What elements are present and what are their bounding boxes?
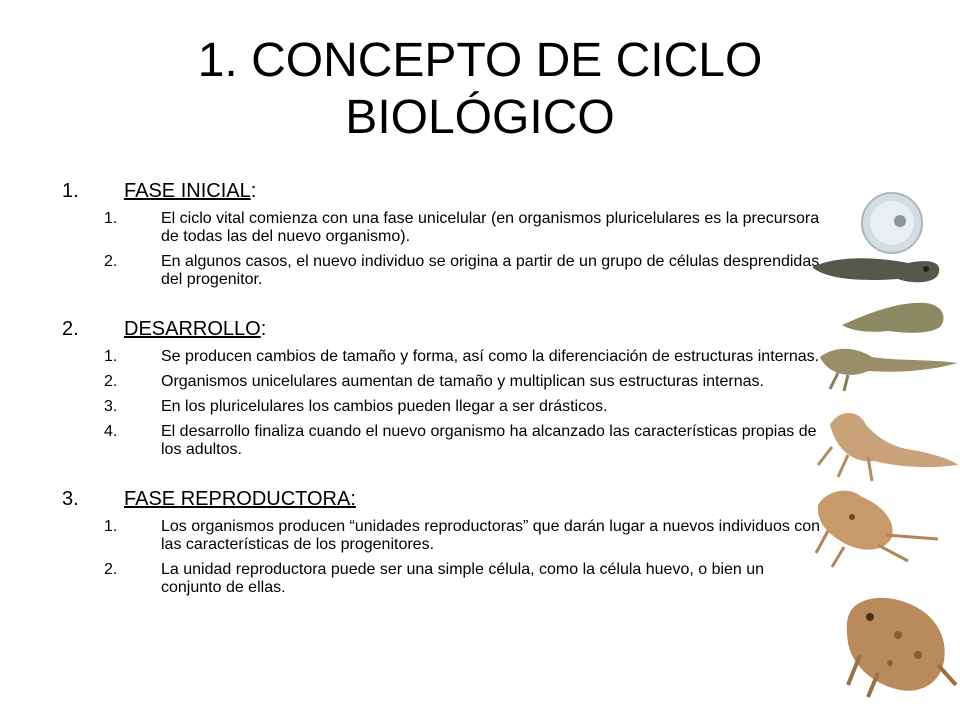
tadpole-icon — [842, 303, 944, 333]
section-fase-inicial — [62, 178, 822, 289]
section-heading-suffix: : — [250, 180, 257, 202]
list-item — [62, 373, 822, 391]
content-list — [62, 178, 822, 604]
slide-title-line-1: 1. CONCEPTO DE CICLO — [197, 34, 763, 87]
section-heading-text: DESARROLLO — [124, 318, 261, 340]
item-text: La unidad reproductora puede ser una simple célula, como la célula huevo, o bien un conjunto de ellas. — [161, 561, 765, 596]
list-item — [62, 253, 822, 289]
frog-life-cycle-illustration — [808, 185, 960, 705]
list-item — [62, 348, 822, 366]
section-heading — [124, 178, 256, 204]
section-heading-suffix: : — [260, 318, 267, 340]
list-item — [62, 398, 822, 416]
list-item — [62, 210, 822, 246]
froglet-tail-icon — [818, 413, 958, 481]
tadpole-legs-icon — [820, 349, 958, 391]
egg-icon — [862, 193, 922, 253]
item-number: 2. — [104, 561, 118, 578]
item-text: En algunos casos, el nuevo individuo se origina a partir de un grupo de células desprendidas del progenitor. — [161, 253, 820, 288]
section-number: 2. — [62, 318, 79, 340]
frog-icon — [847, 598, 956, 697]
item-number: 2. — [104, 253, 118, 270]
item-number: 2. — [104, 373, 118, 390]
section-number: 1. — [62, 180, 79, 202]
section-desarrollo — [62, 316, 822, 459]
item-text: Los organismos producen “unidades reproductoras” que darán lugar a nuevos individuos con las características de los progenitores. — [161, 518, 821, 553]
item-text: En los pluricelulares los cambios pueden llegar a ser drásticos. — [161, 398, 608, 415]
section-heading-text: FASE INICIAL — [124, 180, 251, 202]
item-number: 3. — [104, 398, 118, 415]
list-item — [62, 518, 822, 554]
item-number: 1. — [104, 518, 118, 535]
item-text: Se producen cambios de tamaño y forma, así como la diferenciación de estructuras internas. — [161, 348, 820, 365]
list-item — [62, 561, 822, 597]
tadpole-icon — [812, 258, 939, 282]
slide-title — [0, 32, 960, 146]
item-text: El desarrollo finaliza cuando el nuevo organismo ha alcanzado las características propias de los adultos. — [161, 423, 817, 458]
section-heading — [124, 486, 356, 512]
item-number: 1. — [104, 210, 118, 227]
section-heading — [124, 316, 266, 342]
item-number: 1. — [104, 348, 118, 365]
slide-title-line-2: BIOLÓGICO — [345, 91, 615, 144]
list-item — [62, 423, 822, 459]
item-text: El ciclo vital comienza con una fase unicelular (en organismos pluricelulares es la precursora de todas las del nuevo organismo). — [161, 210, 820, 245]
section-fase-reproductora — [62, 486, 822, 597]
item-text: Organismos unicelulares aumentan de tamaño y multiplican sus estructuras internas. — [161, 373, 764, 390]
item-number: 4. — [104, 423, 118, 440]
froglet-icon — [816, 491, 938, 567]
section-number: 3. — [62, 488, 79, 510]
section-heading-text: FASE REPRODUCTORA: — [124, 488, 356, 510]
